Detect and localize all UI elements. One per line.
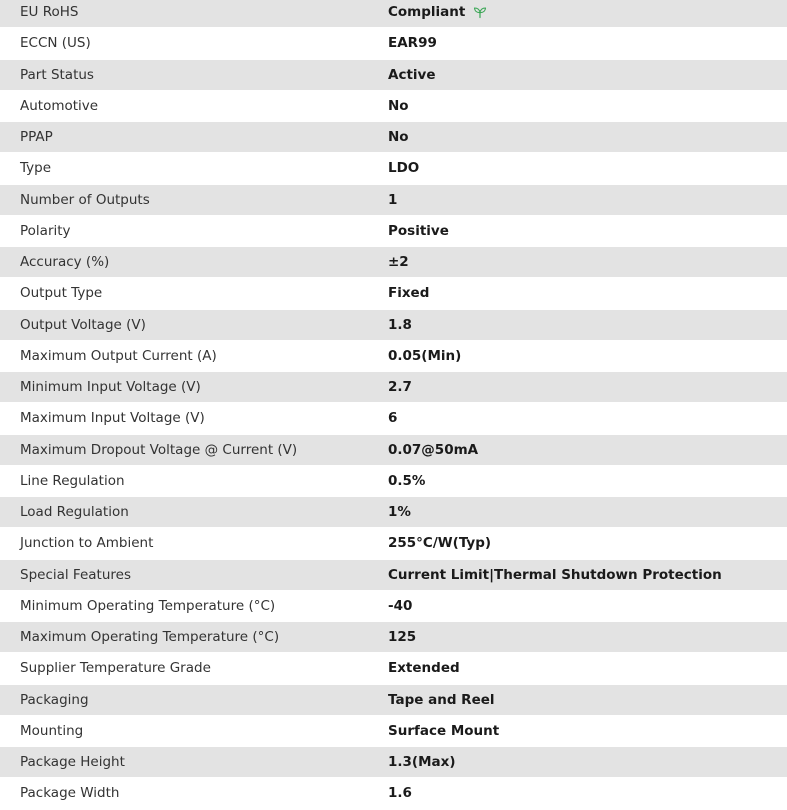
spec-row-line-regulation	[0, 466, 787, 497]
spec-label: Part Status	[20, 66, 94, 83]
spec-label: Type	[20, 160, 52, 177]
spec-value: Extended	[388, 660, 460, 677]
spec-value: 0.05(Min)	[388, 347, 462, 364]
spec-value: Tape and Reel	[388, 691, 495, 708]
spec-label: Load Regulation	[20, 504, 129, 521]
spec-row-eu-rohs	[0, 0, 787, 28]
spec-label: Maximum Operating Temperature (°C)	[20, 629, 280, 646]
spec-row-special-features	[0, 560, 787, 591]
spec-label: Special Features	[20, 566, 131, 583]
spec-value: Active	[388, 66, 436, 83]
spec-value: 0.07@50mA	[388, 441, 479, 458]
spec-value: No	[388, 97, 409, 114]
spec-label: Output Type	[20, 285, 103, 302]
spec-value: 1.8	[388, 316, 412, 333]
spec-row-max-output-current	[0, 341, 787, 372]
spec-label: Package Width	[20, 785, 120, 802]
spec-value: 1%	[388, 504, 411, 521]
spec-label: ECCN (US)	[20, 35, 91, 52]
spec-row-packaging	[0, 685, 787, 716]
spec-value: Compliant	[388, 4, 466, 21]
spec-label: Junction to Ambient	[20, 535, 154, 552]
spec-row-accuracy	[0, 247, 787, 278]
spec-value: 0.5%	[388, 472, 426, 489]
spec-row-junction-to-ambient	[0, 528, 787, 559]
spec-value: Current Limit|Thermal Shutdown Protection	[388, 566, 722, 583]
spec-value: 1	[388, 191, 398, 208]
spec-row-ppap	[0, 122, 787, 153]
spec-label: Automotive	[20, 97, 99, 114]
spec-label: Supplier Temperature Grade	[20, 660, 211, 677]
spec-row-output-type	[0, 278, 787, 309]
spec-row-max-dropout-voltage	[0, 435, 787, 466]
spec-label: EU RoHS	[20, 4, 79, 21]
spec-value: Fixed	[388, 285, 430, 302]
spec-label: Polarity	[20, 222, 71, 239]
spec-label: Output Voltage (V)	[20, 316, 146, 333]
spec-value: 1.6	[388, 785, 412, 802]
spec-label: Packaging	[20, 691, 89, 708]
spec-label: PPAP	[20, 129, 53, 146]
spec-label: Maximum Output Current (A)	[20, 347, 217, 364]
spec-label: Minimum Operating Temperature (°C)	[20, 597, 276, 614]
spec-label: Package Height	[20, 754, 125, 771]
spec-row-polarity	[0, 216, 787, 247]
spec-label: Maximum Dropout Voltage @ Current (V)	[20, 441, 298, 458]
spec-value: Surface Mount	[388, 722, 500, 739]
spec-row-min-operating-temp	[0, 591, 787, 622]
spec-row-temperature-grade	[0, 653, 787, 684]
spec-value: 125	[388, 629, 417, 646]
spec-value: 1.3(Max)	[388, 754, 456, 771]
spec-row-number-of-outputs	[0, 185, 787, 216]
spec-value: Positive	[388, 222, 449, 239]
spec-row-automotive	[0, 91, 787, 122]
spec-value: 255°C/W(Typ)	[388, 535, 492, 552]
spec-value: -40	[388, 597, 413, 614]
spec-value: No	[388, 129, 409, 146]
spec-row-eccn	[0, 28, 787, 59]
spec-value: 2.7	[388, 379, 412, 396]
spec-row-max-operating-temp	[0, 622, 787, 653]
spec-value-cell	[388, 4, 787, 20]
spec-row-max-input-voltage	[0, 403, 787, 434]
spec-row-package-height	[0, 747, 787, 778]
spec-label: Line Regulation	[20, 472, 125, 489]
leaf-icon	[473, 5, 487, 19]
spec-label: Minimum Input Voltage (V)	[20, 379, 201, 396]
spec-value: ±2	[388, 254, 409, 271]
spec-row-output-voltage	[0, 310, 787, 341]
spec-value: EAR99	[388, 35, 437, 52]
spec-label: Mounting	[20, 722, 84, 739]
spec-label: Number of Outputs	[20, 191, 150, 208]
spec-row-min-input-voltage	[0, 372, 787, 403]
spec-value: LDO	[388, 160, 420, 177]
spec-row-package-width	[0, 778, 787, 809]
spec-label: Maximum Input Voltage (V)	[20, 410, 205, 427]
spec-row-part-status	[0, 60, 787, 91]
spec-row-load-regulation	[0, 497, 787, 528]
spec-row-mounting	[0, 716, 787, 747]
spec-label: Accuracy (%)	[20, 254, 110, 271]
spec-value: 6	[388, 410, 398, 427]
spec-row-type	[0, 153, 787, 184]
